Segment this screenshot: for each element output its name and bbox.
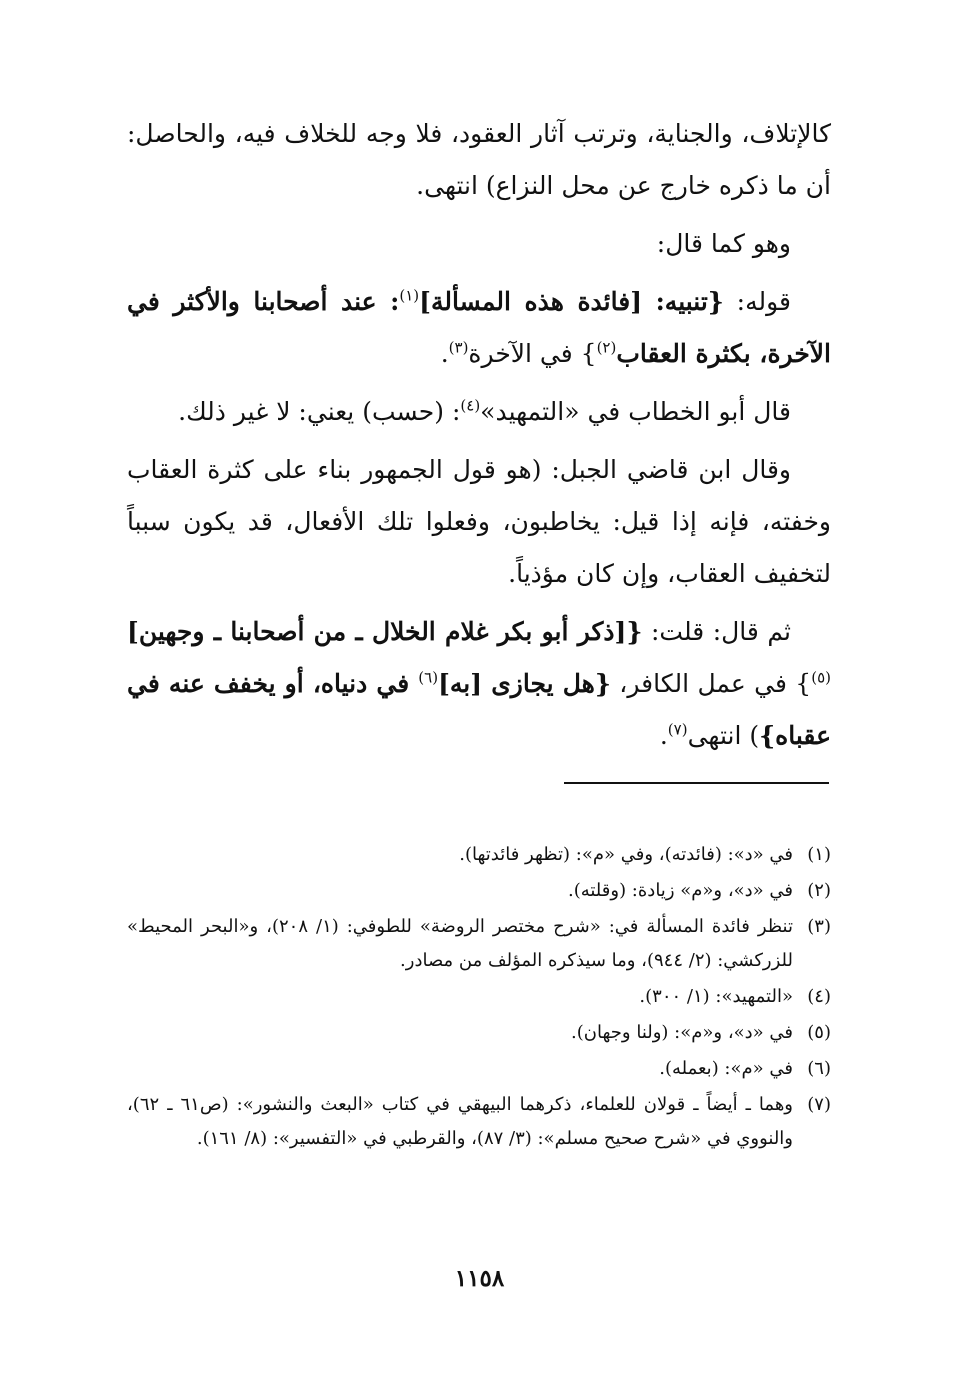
footnote-item [127,980,831,1014]
footnote-item [127,1088,831,1156]
paragraph-4 [127,386,831,438]
p6-text-a: } في عمل الكافر، [610,669,812,698]
footnote-ref-1: (١) [399,286,420,305]
footnote-text: في «د»: (فائدته)، وفي «م»: (تظهر فائدتها). [459,844,793,865]
footnote-text: وهما ـ أيضاً ـ قولان للعلماء، ذكرهما البيهقي في كتاب «البعث والنشور»: (ص٦١ ـ ٦٢)، والنووي في «شرح صحيح مسلم»: (٣/ ٨٧)، والقرطبي في «التفسير»: (٨/ ١٦١). [127,1094,793,1149]
footnote-item [127,1052,831,1086]
footnote-number: (٧) [807,1094,831,1115]
footnote-ref-5: (٥) [811,668,831,687]
footnote-item [127,1016,831,1050]
footnote-ref-6: (٦) [418,668,439,687]
footnote-text: في «د»، و«م»: (ولنا وجهان). [571,1022,793,1043]
footnote-item [127,874,831,908]
paragraph-3 [127,276,831,380]
p3-bold-a: {تنبيه: [فائدة هذه المسألة] [419,287,724,316]
footnote-number: (٣) [807,916,831,937]
p6-bold-c: في دنياه، أو يخفف عنه في عقباه} [127,669,831,750]
footnote-text: في «م»: (بعمله). [659,1058,793,1079]
p3-tail-b: . [440,339,449,368]
footnote-ref-4: (٤) [460,396,481,415]
p6-bold-a: {[ذكر أبو بكر غلام الخلال ـ من أصحابنا ـ وجهين] [127,617,643,646]
footnote-text: في «د»، و«م» زيادة: (وقلته). [567,880,793,901]
paragraph-6 [127,606,831,762]
p3-bold-b: : عند أصحابنا والأكثر في الآخرة، بكثرة العقاب [127,287,831,368]
footnote-number: (٢) [807,880,831,901]
p6-lead: ثم قال: قلت: [642,617,791,646]
p6-bold-b: {هل يجازى [به] [438,669,611,698]
footnotes [127,838,831,1158]
p4-text-b: : (حسب) يعني: لا غير ذلك. [178,397,461,426]
footnote-item [127,838,831,872]
footnote-ref-3: (٣) [448,338,469,357]
p3-lead: قوله: [723,287,791,316]
paragraph-2: وهو كما قال: [656,229,791,258]
p6-text-c: . [659,721,668,750]
footnote-number: (٥) [807,1022,831,1043]
paragraph-5: وقال ابن قاضي الجبل: (هو قول الجمهور بناء على كثرة العقاب وخفته، فإنه إذا قيل: يخاطبون، وفعلوا تلك الأفعال، قد يكون سبباً لتخفيف العقاب، وإن كان مؤذياً. [127,455,831,588]
footnote-ref-7: (٧) [667,720,688,739]
footnote-number: (٤) [807,986,831,1007]
footnote-text: «التمهيد»: (١/ ٣٠٠). [639,986,793,1007]
footnote-number: (١) [807,844,831,865]
main-text [127,108,831,768]
footnote-ref-2: (٢) [596,338,617,357]
footnote-separator [564,782,829,784]
footnote-number: (٦) [807,1058,831,1079]
paragraph-1: كالإتلاف، والجناية، وترتب آثار العقود، فلا وجه للخلاف فيه، والحاصل: أن ما ذكره خارج عن محل النزاع) انتهى. [127,119,831,200]
p6-text-b: ) انتهى [687,721,760,750]
footnote-text: تنظر فائدة المسألة في: «شرح مختصر الروضة» للطوفي: (١/ ٢٠٨)، و«البحر المحيط» للزركشي: (٢/ ٩٤٤)، وما سيذكره المؤلف من مصادر. [127,916,793,971]
p4-text-a: قال أبو الخطاب في «التمهيد» [480,397,791,426]
p3-tail-a: } في الآخرة [468,339,597,368]
footnote-item [127,910,831,978]
page-number: ١١٥٨ [454,1265,505,1292]
